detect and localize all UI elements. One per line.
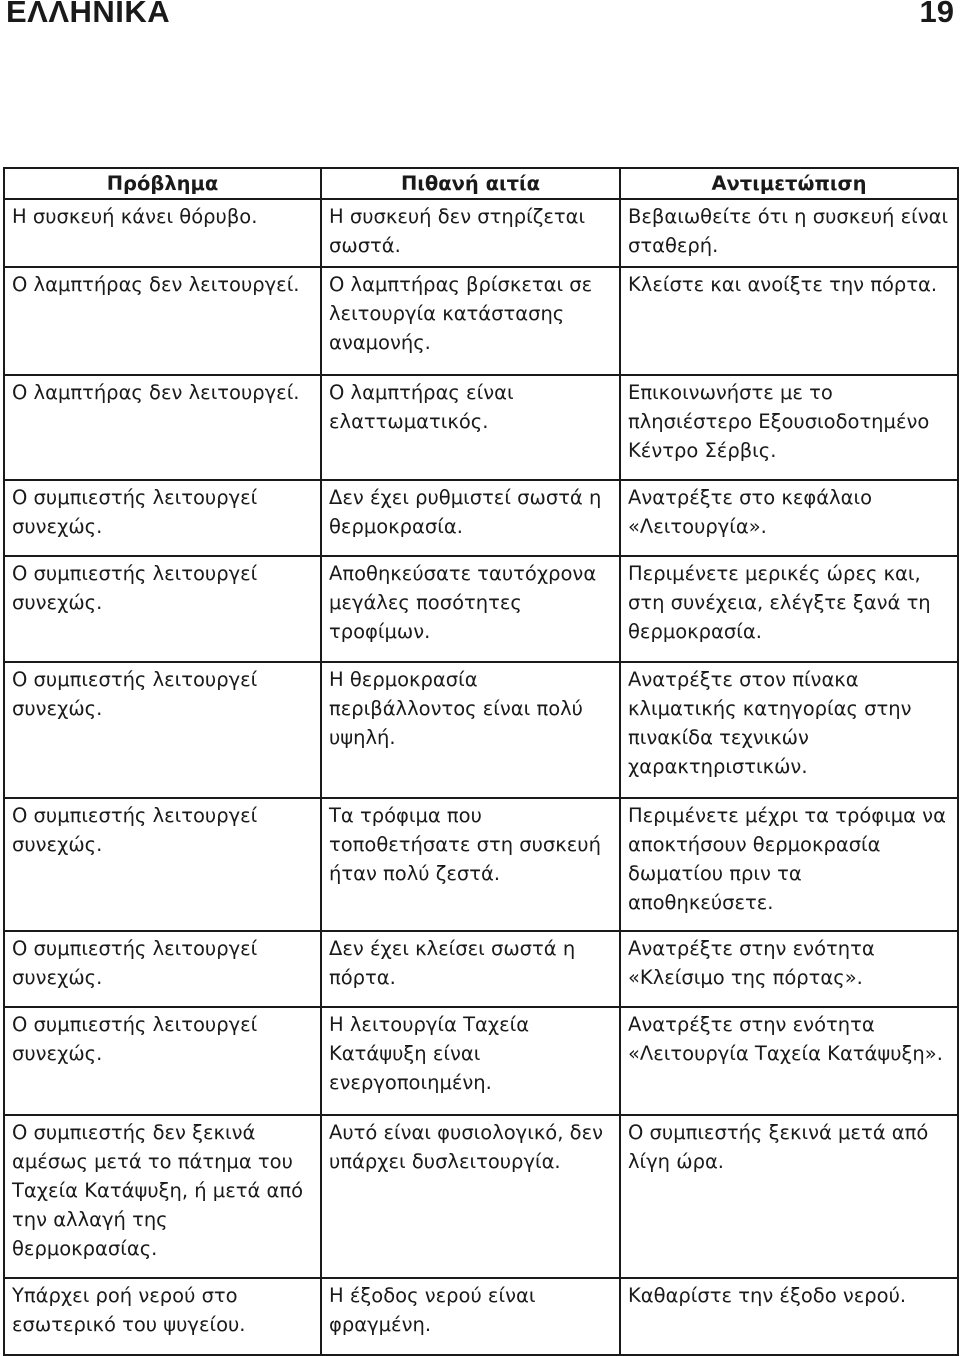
solution-cell: Βεβαιωθείτε ότι η συσκευή είναι σταθερή.: [620, 199, 958, 267]
table-row: [4, 798, 958, 931]
solution-cell: Ανατρέξτε στην ενότητα «Κλείσιμο της πόρτας».: [620, 931, 958, 1007]
problem-cell: Η συσκευή κάνει θόρυβο.: [4, 199, 321, 267]
cause-cell: Η θερμοκρασία περιβάλλοντος είναι πολύ υψηλή.: [321, 662, 620, 798]
problem-cell: Ο συμπιεστής δεν ξεκινά αμέσως μετά το πάτημα του Ταχεία Κατάψυξη, ή μετά από την αλλαγή της θερμοκρασίας.: [4, 1115, 321, 1278]
page-header: [0, 0, 960, 40]
table-row: [4, 1278, 958, 1355]
problem-cell: Ο συμπιεστής λειτουργεί συνεχώς.: [4, 556, 321, 662]
cause-cell: Δεν έχει ρυθμιστεί σωστά η θερμοκρασία.: [321, 480, 620, 556]
language-title: ΕΛΛΗΝΙΚΑ: [6, 0, 171, 29]
solution-cell: Περιμένετε μερικές ώρες και, στη συνέχεια, ελέγξτε ξανά τη θερμοκρασία.: [620, 556, 958, 662]
column-header-solution: Αντιμετώπιση: [620, 168, 958, 199]
solution-cell: Καθαρίστε την έξοδο νερού.: [620, 1278, 958, 1355]
cause-cell: Η έξοδος νερού είναι φραγμένη.: [321, 1278, 620, 1355]
problem-cell: Ο λαμπτήρας δεν λειτουργεί.: [4, 267, 321, 375]
problem-cell: Ο συμπιεστής λειτουργεί συνεχώς.: [4, 1007, 321, 1115]
solution-cell: Κλείστε και ανοίξτε την πόρτα.: [620, 267, 958, 375]
solution-cell: Ο συμπιεστής ξεκινά μετά από λίγη ώρα.: [620, 1115, 958, 1278]
column-header-problem: Πρόβλημα: [4, 168, 321, 199]
cause-cell: Ο λαμπτήρας είναι ελαττωματικός.: [321, 375, 620, 480]
problem-cell: Ο λαμπτήρας δεν λειτουργεί.: [4, 375, 321, 480]
cause-cell: Αυτό είναι φυσιολογικό, δεν υπάρχει δυσλειτουργία.: [321, 1115, 620, 1278]
table-row: [4, 662, 958, 798]
table-row: [4, 556, 958, 662]
table-header-row: [4, 168, 958, 199]
solution-cell: Ανατρέξτε στο κεφάλαιο «Λειτουργία».: [620, 480, 958, 556]
cause-cell: Αποθηκεύσατε ταυτόχρονα μεγάλες ποσότητες τροφίμων.: [321, 556, 620, 662]
table-row: [4, 1115, 958, 1278]
problem-cell: Ο συμπιεστής λειτουργεί συνεχώς.: [4, 931, 321, 1007]
problem-cell: Ο συμπιεστής λειτουργεί συνεχώς.: [4, 662, 321, 798]
cause-cell: Η λειτουργία Ταχεία Κατάψυξη είναι ενεργοποιημένη.: [321, 1007, 620, 1115]
solution-cell: Ανατρέξτε στον πίνακα κλιματικής κατηγορίας στην πινακίδα τεχνικών χαρακτηριστικών.: [620, 662, 958, 798]
problem-cell: Υπάρχει ροή νερού στο εσωτερικό του ψυγείου.: [4, 1278, 321, 1355]
column-header-cause: Πιθανή αιτία: [321, 168, 620, 199]
cause-cell: Τα τρόφιμα που τοποθετήσατε στη συσκευή ήταν πολύ ζεστά.: [321, 798, 620, 931]
page-number: 19: [919, 0, 954, 29]
table-row: [4, 1007, 958, 1115]
problem-cell: Ο συμπιεστής λειτουργεί συνεχώς.: [4, 480, 321, 556]
table-row: [4, 931, 958, 1007]
solution-cell: Ανατρέξτε στην ενότητα «Λειτουργία Ταχεία Κατάψυξη».: [620, 1007, 958, 1115]
solution-cell: Περιμένετε μέχρι τα τρόφιμα να αποκτήσουν θερμοκρασία δωματίου πριν τα αποθηκεύσετε.: [620, 798, 958, 931]
table-row: [4, 375, 958, 480]
cause-cell: Ο λαμπτήρας βρίσκεται σε λειτουργία κατάστασης αναμονής.: [321, 267, 620, 375]
table-row: [4, 267, 958, 375]
table-row: [4, 199, 958, 267]
problem-cell: Ο συμπιεστής λειτουργεί συνεχώς.: [4, 798, 321, 931]
troubleshooting-table: [3, 167, 959, 1356]
solution-cell: Επικοινωνήστε με το πλησιέστερο Εξουσιοδοτημένο Κέντρο Σέρβις.: [620, 375, 958, 480]
table-row: [4, 480, 958, 556]
cause-cell: Δεν έχει κλείσει σωστά η πόρτα.: [321, 931, 620, 1007]
cause-cell: Η συσκευή δεν στηρίζεται σωστά.: [321, 199, 620, 267]
